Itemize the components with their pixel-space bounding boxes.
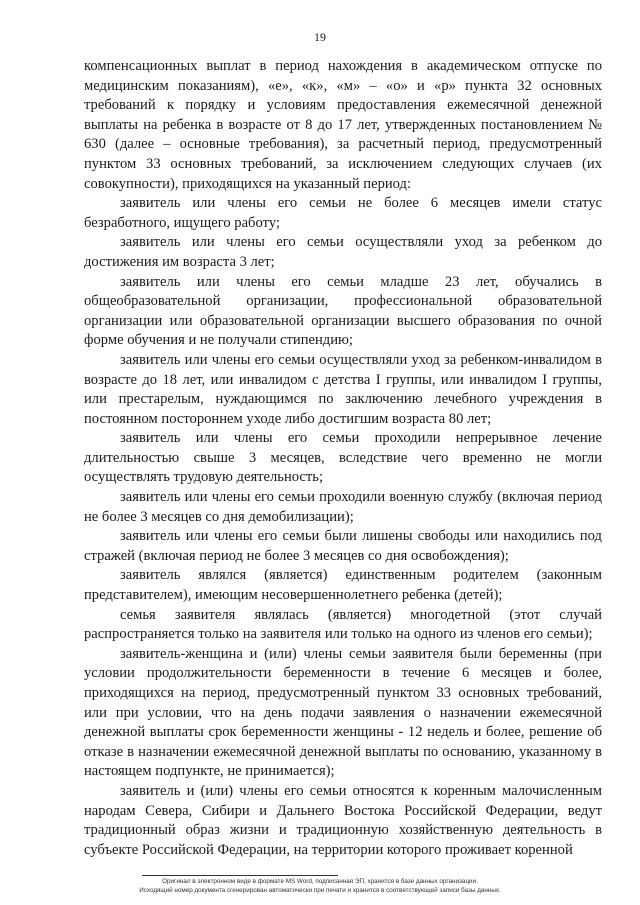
footer-note [0, 877, 640, 895]
list-item: заявитель или члены его семьи не более 6 месяцев имели статус безработного, ищущего работу; [84, 195, 602, 231]
list-item: заявитель или члены его семьи осуществляли уход за ребенком до достижения им возраста 3 лет; [84, 234, 602, 270]
paragraph: компенсационных выплат в период нахождения в академическом отпуске по медицинским показаниям), «е», «к», «м» – «о» и «р» пункта 32 основных требований к порядку и условиям предоставления ежемесячной денежной выплаты на ребенка в возрасте от 8 до 17 лет, утвержденных постановлением № 630 (далее – основные требования), за расчетный период, предусмотренный пунктом 33 основных требований, за исключением следующих случаев (их совокупности), приходящихся на указанный период: [84, 58, 602, 192]
list-item: семья заявителя являлась (является) многодетной (этот случай распространяется только на заявителя или только на одного из членов его семьи); [84, 606, 602, 643]
footer-line-1: Оригинал в электронном виде в формате MS Word, подписанная ЭП, хранится в базе данных организации. [162, 878, 478, 885]
document-body [84, 57, 602, 860]
list-item: заявитель или члены его семьи проходили непрерывное лечение длительностью свыше 3 месяцев, вследствие чего временно не могли осуществлять трудовую деятельность; [84, 430, 602, 486]
list-item: заявитель или члены его семьи младше 23 лет, обучались в общеобразовательной организации, профессиональной образовательной организации или образовательной организации высшего образования по очной форме обучения и не получали стипендию; [84, 273, 602, 349]
list-item: заявитель или члены его семьи осуществляли уход за ребенком-инвалидом в возрасте до 18 лет, или инвалидом с детства I группы, или инвалидом I группы, или престарелым, нуждающимся по заключению лечебного учреждения в постоянном постороннем уходе либо достигшим возраста 80 лет; [84, 351, 602, 427]
list-item: заявитель являлся (является) единственным родителем (законным представителем), имеющим несовершеннолетнего ребенка (детей); [84, 567, 602, 604]
list-item: заявитель или члены его семьи проходили военную службу (включая период не более 3 месяцев со дня демобилизации); [84, 489, 602, 525]
list-item: заявитель-женщина и (или) члены семьи заявителя были беременны (при условии продолжительности беременности в течение 6 месяцев и более, приходящихся на период, предусмотренный пунктом 33 основных требований, или при условии, что на день подачи заявления о назначении ежемесячной денежной выплаты срок беременности женщины - 12 недель и более, решение об отказе в назначении ежемесячной денежной выплаты по основанию, указанному в настоящем подпункте, не принимается); [84, 645, 602, 780]
list-item: заявитель или члены его семьи были лишены свободы или находились под стражей (включая период не более 3 месяцев со дня освобождения); [84, 528, 602, 564]
footer-divider [142, 875, 338, 876]
footer-line-2: Исходящий номер документа сгенерирован автоматически при печати и хранится в соответствующей записи базы данных. [139, 887, 501, 894]
list-item: заявитель и (или) члены его семьи относятся к коренным малочисленным народам Севера, Сибири и Дальнего Востока Российской Федерации, ведут традиционный образ жизни и традиционную хозяйственную деятельность в субъекте Российской Федерации, на территории которого проживает коренной [84, 782, 602, 858]
page-number: 19 [314, 30, 326, 44]
